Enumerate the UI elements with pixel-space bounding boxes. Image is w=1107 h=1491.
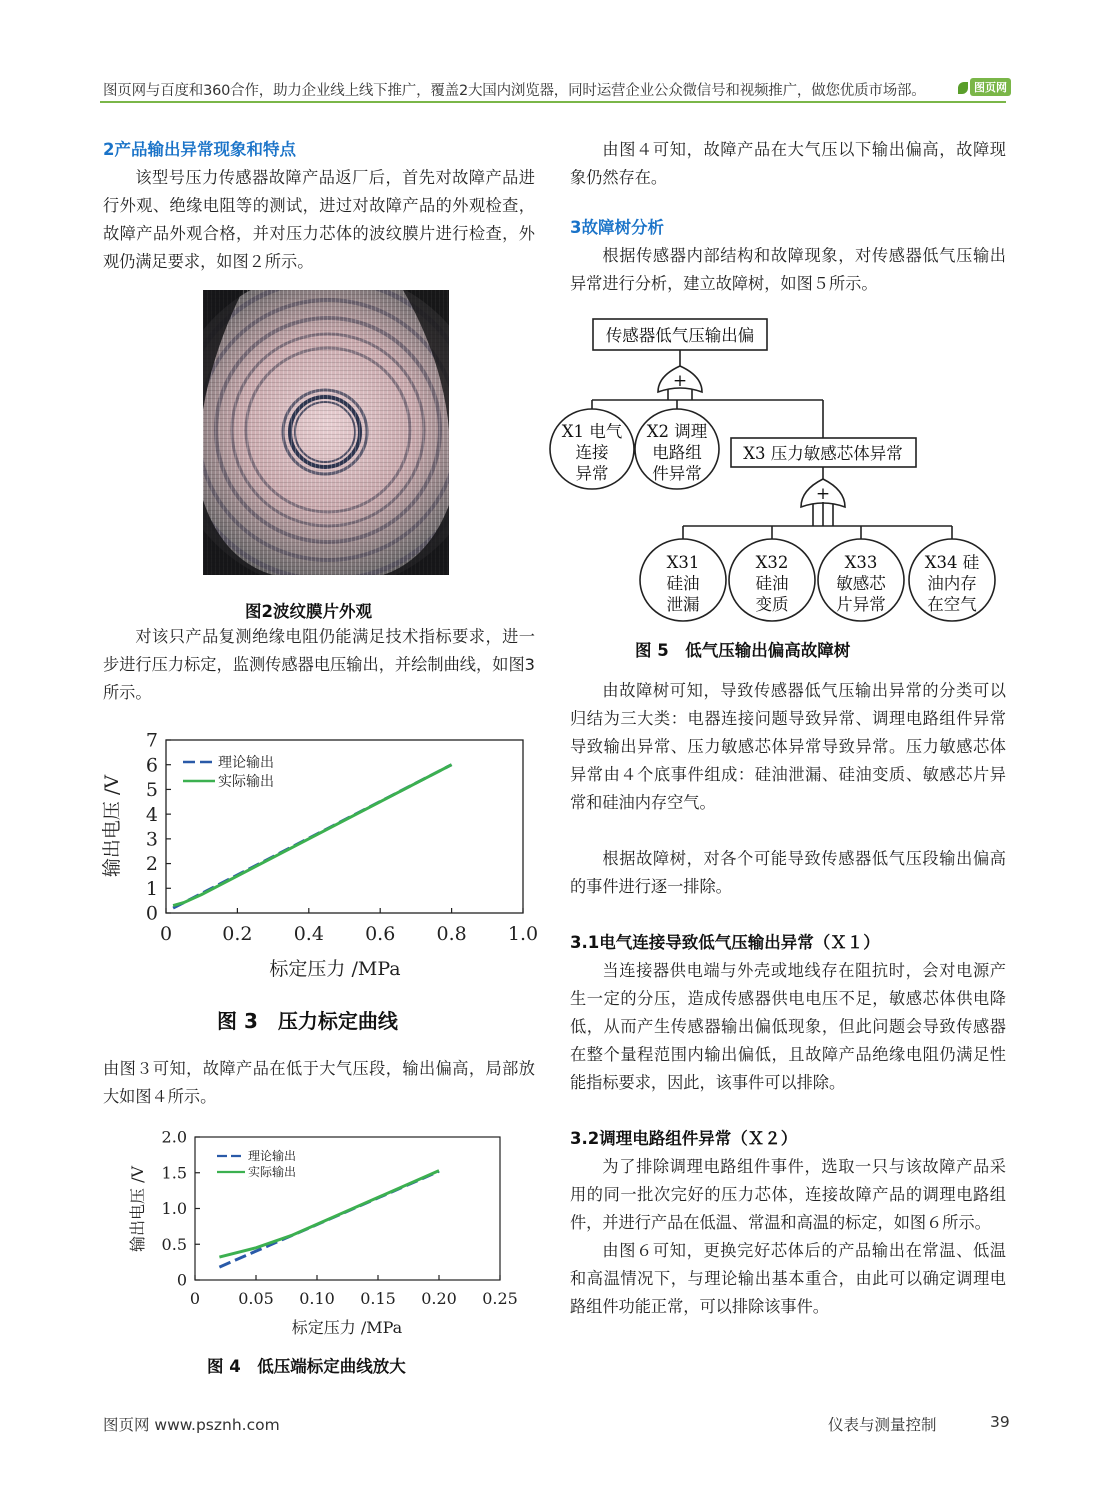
x33-label-line: 敏感芯 — [836, 574, 886, 593]
paragraph: 当连接器供电端与外壳或地线存在阻抗时，会对电源产生一定的分压，造成传感器供电电压不足，敏感芯体供电降低，从而产生传感器输出偏低现象，但此问题会导致传感器在整个量程范围内输出偏低，且故障产品绝缘电阻仍满足性能指标要求，因此，该事件可以排除。 — [570, 961, 1006, 1092]
x-tick-label: 0 — [159, 923, 173, 945]
paragraph: 该型号压力传感器故障产品返厂后，首先对故障产品进行外观、绝缘电阻等的测试，进过对故障产品的外观检查，故障产品外观合格，并对压力芯体的波纹膜片进行检查，外观仍满足要求，如图２所示。 — [103, 168, 535, 271]
figure-5-caption: 图 5 低气压输出偏高故障树 — [635, 641, 851, 660]
y-tick-label: 0.5 — [161, 1234, 187, 1254]
figure-5-fault-tree — [540, 312, 1010, 632]
figure-2-caption: 图2波纹膜片外观 — [245, 602, 372, 621]
left-column-mid — [103, 623, 535, 707]
figure-4-caption: 图 4 低压端标定曲线放大 — [207, 1357, 406, 1376]
x33-label-line: X33 — [844, 553, 878, 572]
left-column-top — [103, 136, 535, 276]
y-tick-label: 1.0 — [161, 1199, 187, 1219]
y-tick-label: 0 — [176, 1270, 187, 1290]
legend-label-theory: 理论输出 — [218, 755, 274, 771]
x33-label-line: 片异常 — [836, 595, 886, 614]
or-gate-symbol: + — [672, 371, 688, 391]
y-tick-label: 2.0 — [161, 1127, 187, 1147]
figure-3-chart — [100, 725, 540, 990]
x-tick-label: 1.0 — [507, 923, 539, 945]
y-axis-label: 输出电压 /V — [101, 774, 123, 878]
y-axis-label: 输出电压 /V — [128, 1165, 147, 1253]
chart-legend — [217, 1148, 296, 1179]
chart-legend — [183, 755, 274, 790]
or-gate-symbol: + — [815, 484, 831, 504]
y-tick-label: 7 — [145, 729, 158, 752]
x2-label-line: 件异常 — [652, 464, 702, 483]
section-3-title: 3故障树分析 — [570, 218, 664, 237]
y-tick-label: 3 — [145, 828, 158, 851]
x-tick-label: 0.4 — [293, 923, 324, 945]
x-tick-label: 0.2 — [222, 923, 253, 945]
y-tick-label: 1.5 — [161, 1163, 187, 1183]
x-tick-label: 0.8 — [436, 923, 467, 945]
paragraph: 由图６可知，更换完好芯体后的产品输出在常温、低温和高温情况下，与理论输出基本重合，由此可以确定调理电路组件功能正常，可以排除该事件。 — [570, 1241, 1006, 1316]
series-line-actual — [219, 1171, 439, 1258]
top-event-label: 传感器低气压输出偏 — [605, 326, 755, 345]
y-tick-label: 0 — [145, 902, 158, 925]
x34-label-line: 油内存 — [927, 574, 977, 593]
y-tick-label: 2 — [145, 853, 158, 876]
x2-label-line: X2 调理 — [646, 422, 708, 441]
section-2-title: 2产品输出异常现象和特点 — [103, 140, 296, 159]
x3-label: X3 压力敏感芯体异常 — [743, 444, 903, 463]
x32-label-line: X32 — [755, 553, 789, 572]
x32-label-line: 硅油 — [755, 574, 789, 593]
paragraph: 对该只产品复测绝缘电阻仍能满足技术指标要求，进一步进行压力标定，监测传感器电压输出，并绘制曲线，如图3所示。 — [103, 627, 535, 702]
x31-label-line: 硅油 — [666, 574, 700, 593]
paragraph: 由图３可知，故障产品在低于大气压段，输出偏高，局部放大如图４所示。 — [103, 1059, 535, 1106]
x1-label-line: 连接 — [575, 443, 609, 462]
section-3-2-title: 3.2调理电路组件异常（Ｘ２） — [570, 1129, 798, 1148]
y-tick-label: 4 — [145, 803, 158, 826]
brand-logo: 图页网 — [958, 78, 1011, 96]
x34-label-line: 在空气 — [927, 595, 977, 614]
x1-label-line: X1 电气 — [561, 422, 623, 441]
footer-journal: 仪表与测量控制 — [828, 1416, 937, 1434]
x-tick-label: 0.05 — [238, 1289, 274, 1308]
x-tick-label: 0.6 — [365, 923, 396, 945]
x-tick-label: 0.15 — [360, 1289, 396, 1308]
x-tick-label: 0.10 — [299, 1289, 335, 1308]
legend-label-actual: 实际输出 — [218, 774, 274, 790]
right-column-bottom — [570, 677, 1006, 1321]
figure-3-caption: 图 3 压力标定曲线 — [217, 1009, 398, 1033]
x-axis-label: 标定压力 /MPa — [269, 958, 401, 980]
header-banner-text: 图页网与百度和360合作，助力企业线上线下推广，覆盖2大国内浏览器，同时运营企业公众微信号和视频推广，做您优质市场部。 — [103, 83, 926, 99]
leaf-icon — [958, 82, 968, 94]
page-number: 39 — [990, 1413, 1010, 1431]
section-3-1-title: 3.1电气连接导致低气压输出异常（Ｘ１） — [570, 933, 880, 952]
y-tick-label: 1 — [145, 877, 158, 900]
paragraph: 根据传感器内部结构和故障现象，对传感器低气压输出异常进行分析，建立故障树，如图５所示。 — [570, 246, 1006, 293]
x31-label-line: X31 — [666, 553, 700, 572]
x-axis-label: 标定压力 /MPa — [291, 1318, 403, 1337]
diaphragm-photo — [203, 290, 449, 575]
x31-label-line: 泄漏 — [666, 595, 700, 614]
x34-label-line: X34 硅 — [924, 553, 980, 572]
x2-label-line: 电路组 — [652, 443, 702, 462]
x-tick-label: 0 — [189, 1289, 201, 1308]
y-tick-label: 6 — [145, 754, 158, 777]
x32-label-line: 变质 — [755, 595, 789, 614]
legend-label-theory: 理论输出 — [248, 1149, 297, 1163]
y-tick-label: 5 — [145, 779, 158, 802]
paragraph: 由图４可知，故障产品在大气压以下输出偏高，故障现象仍然存在。 — [570, 140, 1006, 187]
legend-label-actual: 实际输出 — [248, 1165, 297, 1179]
figure-4-chart — [125, 1125, 525, 1340]
right-column-top — [570, 136, 1006, 298]
x-tick-label: 0.25 — [482, 1289, 518, 1308]
footer-site: 图页网 www.psznh.com — [103, 1416, 280, 1434]
x-tick-label: 0.20 — [421, 1289, 457, 1308]
x1-label-line: 异常 — [575, 464, 609, 483]
paragraph: 根据故障树，对各个可能导致传感器低气压段输出偏高的事件进行逐一排除。 — [570, 849, 1006, 896]
paragraph: 为了排除调理电路组件事件，选取一只与该故障产品采用的同一批次完好的压力芯体，连接故障产品的调理电路组件，并进行产品在低温、常温和高温的标定，如图６所示。 — [570, 1157, 1006, 1232]
left-column-bottom — [103, 1055, 535, 1111]
paragraph: 由故障树可知，导致传感器低气压输出异常的分类可以归结为三大类：电器连接问题导致异常、调理电路组件异常导致输出异常、压力敏感芯体异常导致异常。压力敏感芯体异常由４个底事件组成：硅油泄漏、硅油变质、敏感芯片异常和硅油内存空气。 — [570, 681, 1006, 812]
header-divider — [100, 101, 1006, 103]
